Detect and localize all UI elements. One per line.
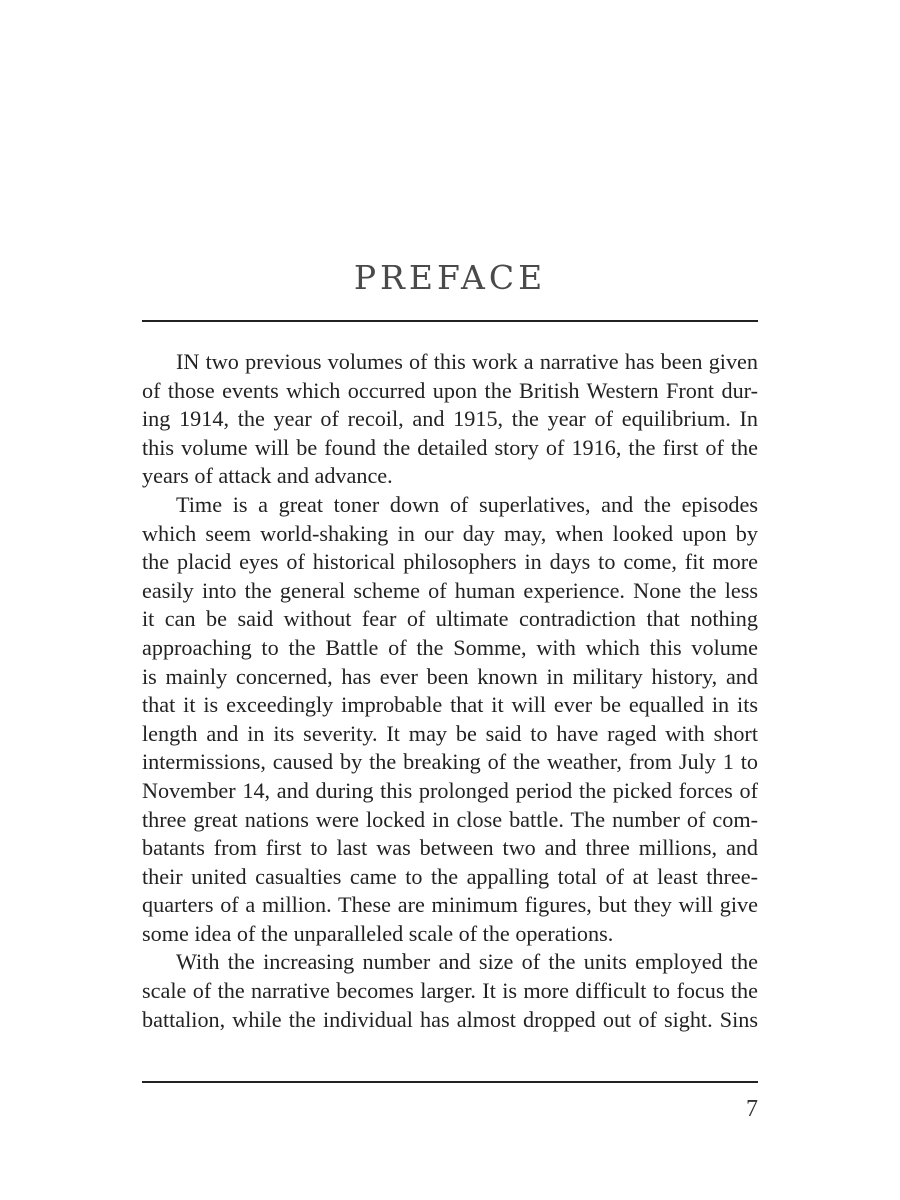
text-line: the placid eyes of historical philosophers in days to come, fit more bbox=[142, 549, 758, 575]
page-title: PREFACE bbox=[353, 258, 547, 297]
bottom-divider bbox=[142, 1081, 758, 1083]
text-line: of those events which occurred upon the British Western Front dur- bbox=[142, 377, 758, 403]
text-line: With the increasing number and size of the units employed the bbox=[176, 949, 758, 975]
text-line: easily into the general scheme of human experience. None the less bbox=[142, 577, 758, 603]
text-line: approaching to the Battle of the Somme, with which this volume bbox=[142, 634, 758, 660]
text-line: November 14, and during this prolonged period the picked forces of bbox=[142, 777, 758, 803]
text-line: ing 1914, the year of recoil, and 1915, the year of equilibrium. In bbox=[142, 406, 758, 432]
preface-body bbox=[142, 348, 758, 1034]
text-line: it can be said without fear of ultimate contradiction that nothing bbox=[142, 606, 758, 632]
text-line: IN two previous volumes of this work a narrative has been given bbox=[176, 349, 758, 374]
text-line: years of attack and advance. bbox=[142, 463, 393, 489]
page-number: 7 bbox=[746, 1096, 758, 1122]
text-line: scale of the narrative becomes larger. It is more difficult to focus the bbox=[142, 978, 758, 1004]
text-line: battalion, while the individual has almost dropped out of sight. Sins bbox=[142, 1006, 758, 1032]
text-line: that it is exceedingly improbable that it will ever be equalled in its bbox=[142, 692, 758, 718]
text-line: this volume will be found the detailed story of 1916, the first of the bbox=[142, 434, 758, 460]
text-line: intermissions, caused by the breaking of the weather, from July 1 to bbox=[142, 749, 758, 775]
top-divider bbox=[142, 320, 758, 322]
text-line: Time is a great toner down of superlatives, and the episodes bbox=[176, 491, 758, 517]
text-line: is mainly concerned, has ever been known in military history, and bbox=[142, 663, 758, 689]
text-line: three great nations were locked in close battle. The number of com- bbox=[142, 806, 758, 832]
text-line: length and in its severity. It may be said to have raged with short bbox=[142, 720, 758, 746]
text-line: some idea of the unparalleled scale of the operations. bbox=[142, 920, 614, 946]
text-line: which seem world-shaking in our day may, when looked upon by bbox=[142, 520, 758, 546]
text-line: batants from first to last was between two and three millions, and bbox=[142, 835, 758, 861]
text-line: quarters of a million. These are minimum figures, but they will give bbox=[142, 892, 758, 918]
text-line: their united casualties came to the appalling total of at least three- bbox=[142, 863, 758, 889]
